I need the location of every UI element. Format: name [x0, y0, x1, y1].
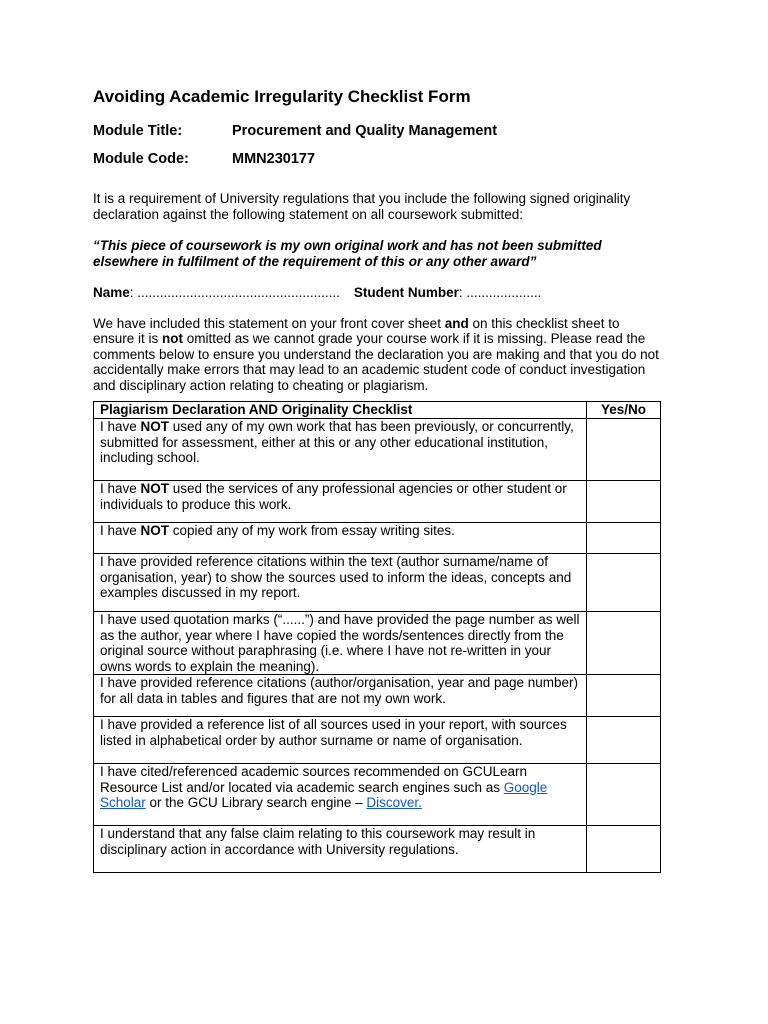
checklist-table	[93, 401, 661, 873]
item-bold: NOT	[140, 481, 170, 496]
module-title-row	[93, 121, 660, 141]
checklist-item: I have provided reference citations (author/organisation, year and page number) for all data in tables and figures that are not my own work.	[94, 675, 587, 717]
checklist-item	[94, 481, 587, 523]
table-header-row	[94, 402, 661, 419]
item-text: copied any of my work from essay writing sites.	[169, 523, 455, 538]
explanation-text-2: on this checklist sheet to ensure it is	[93, 315, 620, 346]
table-row	[94, 675, 661, 717]
item-text: I have	[100, 523, 141, 538]
form-title: Avoiding Academic Irregularity Checklist Form	[93, 87, 471, 106]
checklist-item	[94, 764, 587, 826]
table-row	[94, 419, 661, 481]
checklist-item	[94, 419, 587, 481]
item-bold: NOT	[140, 419, 170, 434]
yes-no-cell[interactable]	[587, 523, 661, 554]
checklist-form	[93, 86, 660, 873]
yes-no-cell[interactable]	[587, 826, 661, 873]
item-bold: NOT	[140, 523, 170, 538]
explanation-bold-and: and	[444, 315, 469, 331]
explanation-text-1: We have included this statement on your front cover sheet	[93, 315, 445, 331]
header-yes-no: Yes/No	[587, 402, 661, 419]
declaration-quote: “This piece of coursework is my own original work and has not been submitted elsewhere in fulfilment of the requirement of this or any other award”	[93, 238, 602, 269]
item-text: used any of my own work that has been previously, or concurrently, submitted for assessment, either at this or any other educational institution, including school.	[100, 419, 574, 465]
header-checklist-item: Plagiarism Declaration AND Originality Checklist	[94, 402, 587, 419]
item-text: I have cited/referenced academic sources recommended on GCULearn Resource List and/or located via academic search engines such as	[100, 764, 527, 795]
yes-no-cell[interactable]	[587, 764, 661, 826]
table-row	[94, 764, 661, 826]
module-title-value: Procurement and Quality Management	[232, 123, 498, 139]
table-row	[94, 523, 661, 554]
checklist-item: I have provided a reference list of all sources used in your report, with sources listed in alphabetical order by author surname or name of organisation.	[94, 717, 587, 764]
yes-no-cell[interactable]	[587, 481, 661, 523]
student-number-field[interactable]	[354, 285, 542, 301]
name-fill: : ......................................................	[129, 285, 340, 300]
intro-paragraph: It is a requirement of University regulations that you include the following signed originality declaration against the following statement on all coursework submitted:	[93, 191, 631, 222]
name-label: Name	[93, 285, 130, 300]
checklist-item	[94, 523, 587, 554]
module-title-label: Module Title:	[93, 123, 183, 139]
table-row	[94, 717, 661, 764]
yes-no-cell[interactable]	[587, 717, 661, 764]
discover-link[interactable]: Discover.	[366, 795, 422, 810]
yes-no-cell[interactable]	[587, 419, 661, 481]
yes-no-cell[interactable]	[587, 675, 661, 717]
yes-no-cell[interactable]	[587, 554, 661, 612]
table-row	[94, 554, 661, 612]
item-text: I have	[100, 481, 141, 496]
explanation-text-3: omitted as we cannot grade your course work if it is missing. Please read the comments below to ensure you understand the declaration you are making and that you do not accidentally make errors that may lead to an academic student code of conduct investigation and disciplinary action relating to cheating or plagiarism.	[93, 331, 659, 393]
item-text: or the GCU Library search engine –	[145, 795, 367, 810]
table-row	[94, 826, 661, 873]
signature-fields	[93, 285, 660, 301]
checklist-item: I have provided reference citations within the text (author surname/name of organisation, year) to show the sources used to inform the ideas, concepts and examples discussed in my report.	[94, 554, 587, 612]
table-row	[94, 481, 661, 523]
student-number-label: Student Number	[353, 285, 459, 300]
name-field[interactable]	[93, 285, 340, 301]
table-row	[94, 612, 661, 675]
checklist-item: I have used quotation marks (“......”) and have provided the page number as well as the author, year where I have copied the words/sentences directly from the original source without paraphrasing (i.e. where I have not re-written in your owns words to explain the meaning).	[94, 612, 587, 675]
yes-no-cell[interactable]	[587, 612, 661, 675]
module-code-value: MMN230177	[232, 151, 316, 167]
explanation-paragraph	[93, 316, 660, 394]
google-scholar-link[interactable]: Google Scholar	[100, 779, 548, 810]
item-text: I have	[100, 419, 141, 434]
student-number-fill: : ....................	[458, 285, 542, 300]
module-code-label: Module Code:	[93, 151, 189, 167]
item-text: used the services of any professional agencies or other student or individuals to produce this work.	[100, 481, 567, 512]
explanation-bold-not: not	[162, 331, 184, 346]
checklist-item: I understand that any false claim relating to this coursework may result in disciplinary action in accordance with University regulations.	[94, 826, 587, 873]
module-code-row	[93, 149, 660, 169]
